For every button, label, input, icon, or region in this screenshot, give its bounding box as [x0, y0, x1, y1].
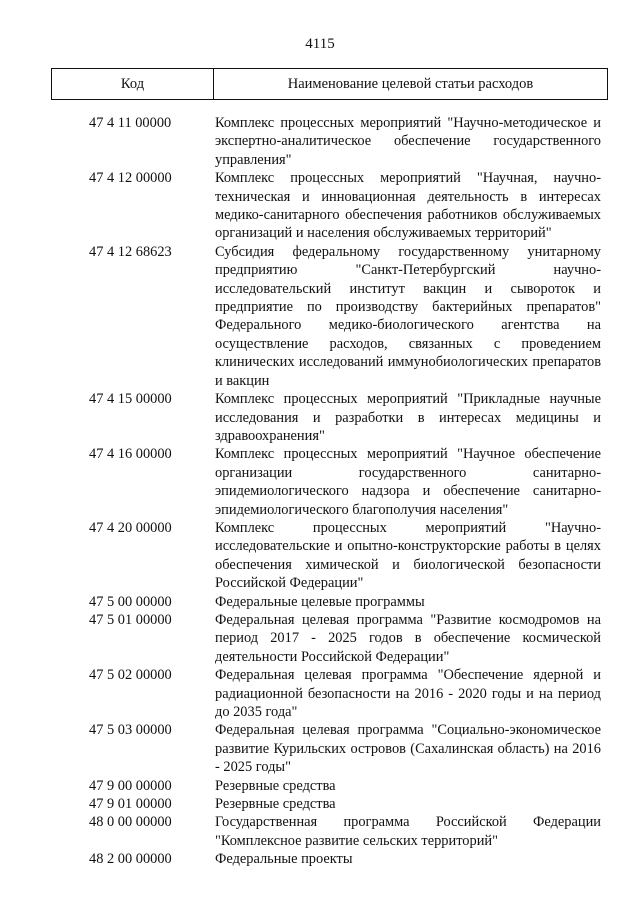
- column-header-code: Код: [52, 69, 214, 99]
- row-code: 47 4 16 00000: [89, 446, 172, 463]
- table-row: [0, 243, 640, 390]
- table-row: [0, 114, 640, 169]
- table-body: [0, 114, 640, 869]
- row-code: 47 5 00 00000: [89, 593, 172, 610]
- row-name: Резервные средства: [215, 796, 336, 813]
- row-name: Федеральная целевая программа "Обеспечение ядерной и радиационной безопасности на 2016 - 2020 годы и на период до 2035 года": [215, 667, 601, 720]
- row-name: Комплекс процессных мероприятий "Научно-методическое и экспертно-аналитическое обеспечение государственного управления": [215, 115, 601, 168]
- table-row: [0, 519, 640, 593]
- row-code: 47 9 01 00000: [89, 796, 172, 813]
- table-header: [51, 68, 608, 100]
- column-header-name: Наименование целевой статьи расходов: [287, 75, 534, 92]
- row-code: 47 4 12 68623: [89, 243, 172, 260]
- row-name: Федеральные целевые программы: [215, 593, 425, 610]
- row-code: 48 2 00 00000: [89, 851, 172, 868]
- row-name: Федеральная целевая программа "Социально-экономическое развитие Курильских островов (Сахалинская область) на 2016 - 2025 годы": [215, 722, 601, 776]
- table-row: [0, 611, 640, 666]
- table-row: [0, 169, 640, 243]
- row-code: 47 4 12 00000: [89, 170, 172, 187]
- table-row: [0, 390, 640, 445]
- row-name: Резервные средства: [215, 777, 336, 794]
- row-code: 48 0 00 00000: [89, 814, 172, 831]
- row-code: 47 4 11 00000: [89, 115, 172, 131]
- table-row: [0, 813, 640, 850]
- row-name: Комплекс процессных мероприятий "Научная, научно-техническая и инновационная деятельность в интересах медико-санитарного обеспечения работников обслуживаемых организаций и населения обслуживаемых территорий": [215, 170, 601, 242]
- row-name: Государственная программа Российской Федерации "Комплексное развитие сельских территорий": [215, 814, 601, 849]
- row-code: 47 5 03 00000: [89, 722, 172, 739]
- table-row: [0, 795, 640, 813]
- row-name: Комплекс процессных мероприятий "Научное обеспечение организации государственного санитарно-эпидемиологического надзора и обеспечение санитарно-эпидемиологического благополучия населения": [215, 446, 601, 518]
- table-row: [0, 666, 640, 721]
- page-number: 4115: [305, 36, 335, 52]
- table-row: [0, 593, 640, 611]
- table-row: [0, 850, 640, 868]
- row-code: 47 5 02 00000: [89, 667, 172, 684]
- row-code: 47 9 00 00000: [89, 777, 172, 794]
- row-code: 47 5 01 00000: [89, 611, 172, 628]
- table-row: [0, 721, 640, 776]
- row-name: Федеральная целевая программа "Развитие космодромов на период 2017 - 2025 годов в обеспечение космической деятельности Российской Федерации": [215, 611, 601, 665]
- table-row: [0, 445, 640, 519]
- row-code: 47 4 15 00000: [89, 391, 172, 408]
- table-row: [0, 777, 640, 795]
- row-name: Федеральные проекты: [215, 851, 353, 868]
- row-code: 47 4 20 00000: [89, 519, 172, 536]
- row-name: Субсидия федеральному государственному унитарному предприятию "Санкт-Петербургский научно-исследовательский институт вакцин и сывороток и предприятие по производству бактерийных препаратов" Федерального медико-биологического агентства на осуществление расходов, связанных с проведением клинических исследований иммунобиологических препаратов и вакцин: [215, 243, 601, 389]
- row-name: Комплекс процессных мероприятий "Прикладные научные исследования и разработки в интересах медицины и здравоохранения": [215, 391, 601, 444]
- row-name: Комплекс процессных мероприятий "Научно-исследовательские и опытно-конструкторские работы в целях обеспечения химической и биологической безопасности Российской Федерации": [215, 519, 601, 592]
